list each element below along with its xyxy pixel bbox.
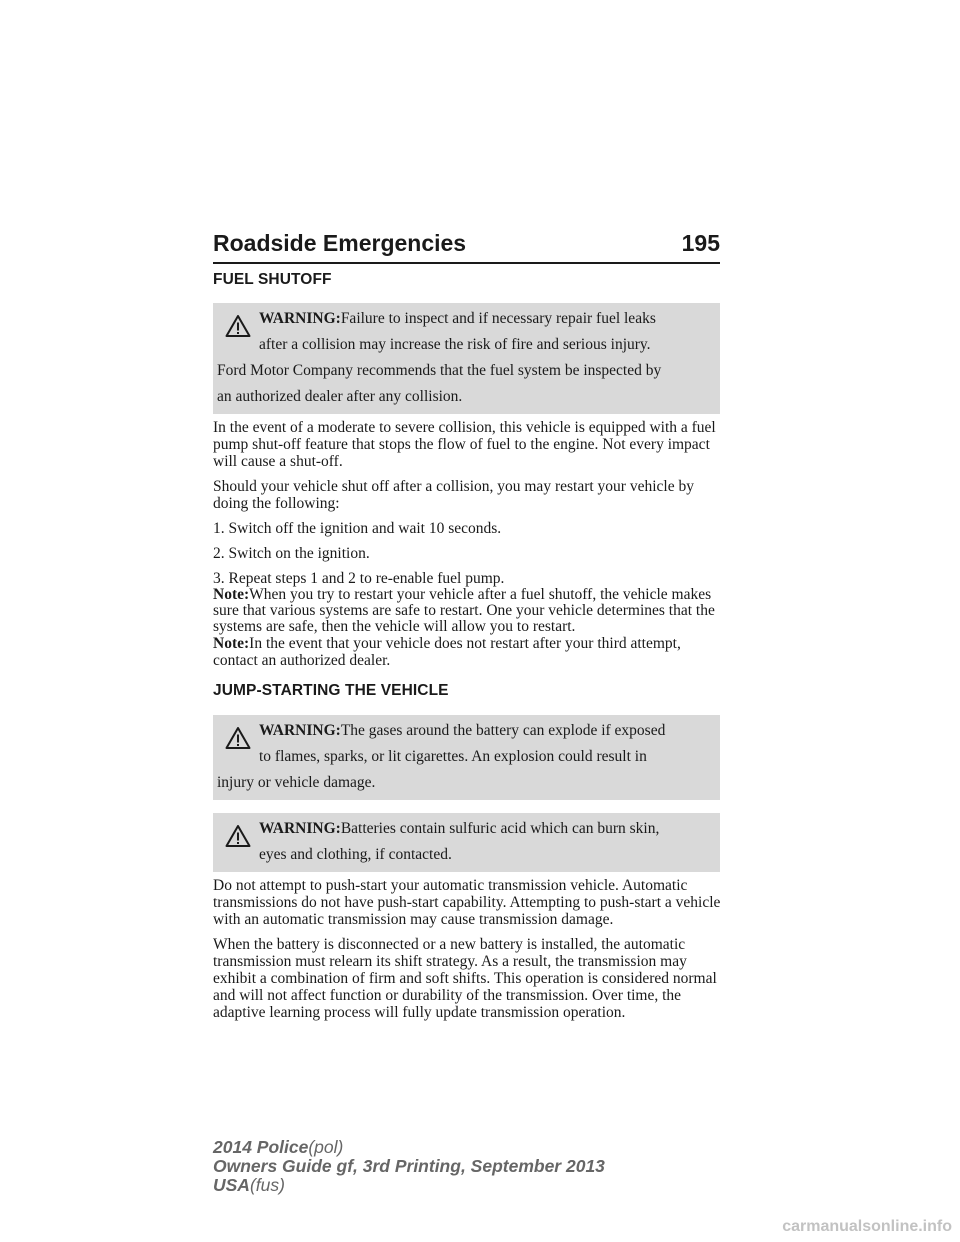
fuel-warning-line2: after a collision may increase the risk of fire and serious injury. [259,336,651,353]
page-footer [213,1138,605,1195]
page-number: 195 [681,230,720,256]
warning-label: WARNING: [259,722,341,739]
page-content [213,270,723,1021]
fuel-warning-box [213,303,720,414]
fuel-paragraph-1: In the event of a moderate to severe collision, this vehicle is equipped with a fuel pump shut-off feature that stops the flow of fuel to the engine. Not every impact will cause a shut-off. [213,419,716,470]
section-title-header: Roadside Emergencies [213,230,467,256]
footer-line-1: 2014 Police(pol) [213,1137,344,1157]
battery-warning-box-1 [213,715,720,800]
jump-starting-heading: JUMP-STARTING THE VEHICLE [213,682,449,699]
fuel-note-2: Note:In the event that your vehicle does not restart after your third attempt, contact an authorized dealer. [213,635,681,669]
jump-paragraph-1: Do not attempt to push-start your automatic transmission vehicle. Automatic transmissions do not have push-start capability. Attempting to push-start a vehicle with an automatic transmission may cause transmission damage. [213,877,721,928]
fuel-step-2: 2. Switch on the ignition. [213,545,370,562]
battery-warning-1-line1: WARNING:The gases around the battery can explode if exposed [259,722,666,739]
note-label: Note: [213,635,250,652]
fuel-note-1: Note:When you try to restart your vehicle after a fuel shutoff, the vehicle makes sure that various systems are safe to restart. One your vehicle determines that the systems are safe, then the vehicle will allow you to restart. [213,586,715,635]
battery-warning-1-line3: injury or vehicle damage. [217,774,376,791]
warning-label: WARNING: [259,310,341,327]
battery-warning-2-line1: WARNING:Batteries contain sulfuric acid which can burn skin, [259,820,660,837]
footer-line-3: USA(fus) [213,1175,285,1195]
footer-line-2: Owners Guide gf, 3rd Printing, September 2013 [213,1156,605,1176]
fuel-warning-line1: WARNING:Failure to inspect and if necessary repair fuel leaks [259,310,656,327]
fuel-warning-line4: an authorized dealer after any collision. [217,388,463,405]
fuel-paragraph-2: Should your vehicle shut off after a collision, you may restart your vehicle by doing the following: [213,478,694,512]
watermark: carmanualsonline.info [782,1218,952,1235]
note-label: Note: [213,586,250,603]
battery-warning-box-2 [213,813,720,872]
battery-warning-2-line2: eyes and clothing, if contacted. [259,846,452,863]
fuel-warning-line3: Ford Motor Company recommends that the fuel system be inspected by [217,362,662,379]
warning-triangle-icon [217,718,259,770]
warning-triangle-icon [217,816,259,868]
page-header [213,228,720,264]
jump-paragraph-2: When the battery is disconnected or a new battery is installed, the automatic transmission must relearn its shift strategy. As a result, the transmission may exhibit a combination of firm and soft shifts. This operation is considered normal and will not affect function or durability of the transmission. Over time, the adaptive learning process will fully update transmission operation. [213,936,717,1021]
warning-triangle-icon [217,306,259,358]
battery-warning-1-line2: to flames, sparks, or lit cigarettes. An explosion could result in [259,748,647,765]
fuel-step-1: 1. Switch off the ignition and wait 10 seconds. [213,520,502,537]
fuel-step-3: 3. Repeat steps 1 and 2 to re-enable fuel pump. [213,570,505,587]
fuel-shutoff-heading: FUEL SHUTOFF [213,271,332,288]
warning-label: WARNING: [259,820,341,837]
